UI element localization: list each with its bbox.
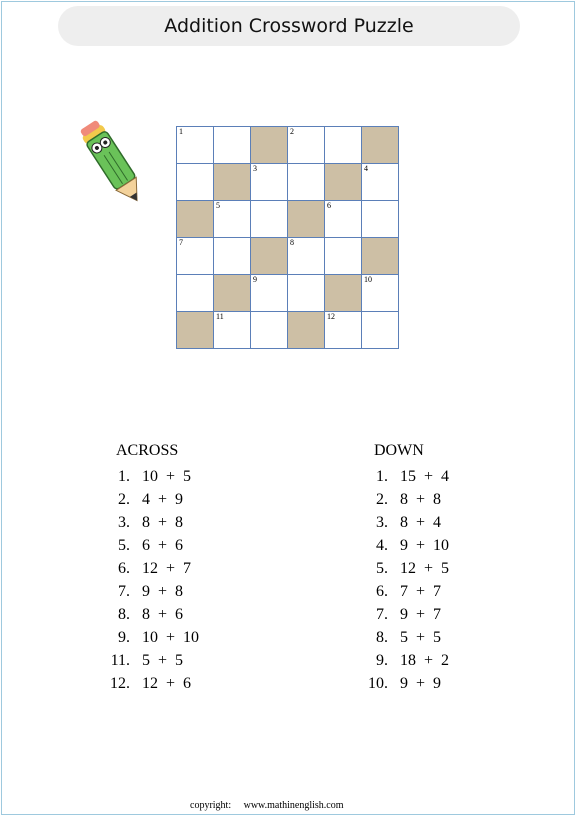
shaded-cell <box>177 201 214 238</box>
clue-number: 11. <box>110 652 130 669</box>
clue-number: 7. <box>118 583 130 600</box>
crossword-grid <box>176 126 399 349</box>
shaded-cell <box>362 127 399 164</box>
cell-number: 11 <box>216 312 224 321</box>
clue-sum: 8 + 4 <box>400 514 442 531</box>
cell-number: 4 <box>364 164 368 173</box>
clue-sum: 9 + 8 <box>142 583 184 600</box>
clue-number: 12. <box>110 675 130 692</box>
answer-cell[interactable] <box>325 127 362 164</box>
cell-number: 6 <box>327 201 331 210</box>
answer-cell[interactable] <box>288 275 325 312</box>
across-clue <box>100 560 280 583</box>
answer-cell[interactable] <box>288 127 325 164</box>
down-clue <box>358 606 538 629</box>
cell-number: 8 <box>290 238 294 247</box>
down-clue <box>358 537 538 560</box>
title-banner <box>58 6 520 46</box>
clue-sum: 10 + 10 <box>142 629 200 646</box>
clue-number: 8. <box>118 606 130 623</box>
down-heading: DOWN <box>374 442 424 459</box>
answer-cell[interactable] <box>251 275 288 312</box>
cell-number: 12 <box>327 312 335 321</box>
clue-number: 5. <box>118 537 130 554</box>
clue-sum: 9 + 9 <box>400 675 442 692</box>
clue-sum: 9 + 10 <box>400 537 450 554</box>
clue-number: 3. <box>118 514 130 531</box>
clue-number: 10. <box>368 675 388 692</box>
down-clue <box>358 652 538 675</box>
clue-number: 6. <box>376 583 388 600</box>
across-clue <box>100 583 280 606</box>
clue-sum: 5 + 5 <box>142 652 184 669</box>
clue-sum: 18 + 2 <box>400 652 450 669</box>
across-clue <box>100 606 280 629</box>
shaded-cell <box>251 238 288 275</box>
pencil-mascot-icon <box>76 112 148 212</box>
clue-number: 5. <box>376 560 388 577</box>
answer-cell[interactable] <box>214 312 251 349</box>
clue-number: 3. <box>376 514 388 531</box>
across-clue-list <box>100 468 280 698</box>
across-clue <box>100 491 280 514</box>
clue-number: 2. <box>376 491 388 508</box>
down-clue <box>358 468 538 491</box>
cell-number: 2 <box>290 127 294 136</box>
answer-cell[interactable] <box>251 312 288 349</box>
answer-cell[interactable] <box>251 201 288 238</box>
answer-cell[interactable] <box>325 312 362 349</box>
clue-sum: 8 + 8 <box>400 491 442 508</box>
down-clue <box>358 491 538 514</box>
shaded-cell <box>251 127 288 164</box>
answer-cell[interactable] <box>362 275 399 312</box>
shaded-cell <box>214 275 251 312</box>
cell-number: 9 <box>253 275 257 284</box>
cell-number: 1 <box>179 127 183 136</box>
answer-cell[interactable] <box>362 201 399 238</box>
shaded-cell <box>362 238 399 275</box>
across-clue <box>100 468 280 491</box>
clue-sum: 12 + 5 <box>400 560 450 577</box>
answer-cell[interactable] <box>288 238 325 275</box>
answer-cell[interactable] <box>177 127 214 164</box>
clue-number: 6. <box>118 560 130 577</box>
down-clue-list <box>358 468 538 698</box>
answer-cell[interactable] <box>288 164 325 201</box>
shaded-cell <box>288 201 325 238</box>
clue-number: 9. <box>118 629 130 646</box>
shaded-cell <box>288 312 325 349</box>
clue-sum: 5 + 5 <box>400 629 442 646</box>
answer-cell[interactable] <box>177 275 214 312</box>
clue-number: 1. <box>118 468 130 485</box>
copyright-footer <box>190 800 344 811</box>
clue-sum: 10 + 5 <box>142 468 192 485</box>
copyright-site: www.mathinenglish.com <box>243 800 344 811</box>
answer-cell[interactable] <box>362 312 399 349</box>
clue-sum: 9 + 7 <box>400 606 442 623</box>
clue-sum: 12 + 6 <box>142 675 192 692</box>
clue-sum: 7 + 7 <box>400 583 442 600</box>
clue-sum: 12 + 7 <box>142 560 192 577</box>
down-clue <box>358 629 538 652</box>
answer-cell[interactable] <box>177 238 214 275</box>
clue-number: 7. <box>376 606 388 623</box>
answer-cell[interactable] <box>325 238 362 275</box>
down-clue <box>358 514 538 537</box>
across-clue <box>100 652 280 675</box>
shaded-cell <box>214 164 251 201</box>
down-clue <box>358 583 538 606</box>
across-clue <box>100 675 280 698</box>
cell-number: 7 <box>179 238 183 247</box>
answer-cell[interactable] <box>214 127 251 164</box>
answer-cell[interactable] <box>325 201 362 238</box>
cell-number: 10 <box>364 275 372 284</box>
answer-cell[interactable] <box>214 201 251 238</box>
clue-sum: 6 + 6 <box>142 537 184 554</box>
answer-cell[interactable] <box>251 164 288 201</box>
across-clue <box>100 629 280 652</box>
page-title: Addition Crossword Puzzle <box>164 15 414 37</box>
clue-number: 2. <box>118 491 130 508</box>
shaded-cell <box>177 312 214 349</box>
across-clue <box>100 537 280 560</box>
shaded-cell <box>325 275 362 312</box>
clue-sum: 4 + 9 <box>142 491 184 508</box>
clue-number: 8. <box>376 629 388 646</box>
clue-sum: 8 + 8 <box>142 514 184 531</box>
down-clue <box>358 560 538 583</box>
clue-number: 9. <box>376 652 388 669</box>
clue-sum: 15 + 4 <box>400 468 450 485</box>
clue-number: 1. <box>376 468 388 485</box>
copyright-label: copyright: <box>190 800 232 811</box>
shaded-cell <box>325 164 362 201</box>
answer-cell[interactable] <box>214 238 251 275</box>
down-clue <box>358 675 538 698</box>
across-clue <box>100 514 280 537</box>
answer-cell[interactable] <box>177 164 214 201</box>
cell-number: 5 <box>216 201 220 210</box>
clue-sum: 8 + 6 <box>142 606 184 623</box>
cell-number: 3 <box>253 164 257 173</box>
across-heading: ACROSS <box>116 442 179 459</box>
answer-cell[interactable] <box>362 164 399 201</box>
clue-number: 4. <box>376 537 388 554</box>
